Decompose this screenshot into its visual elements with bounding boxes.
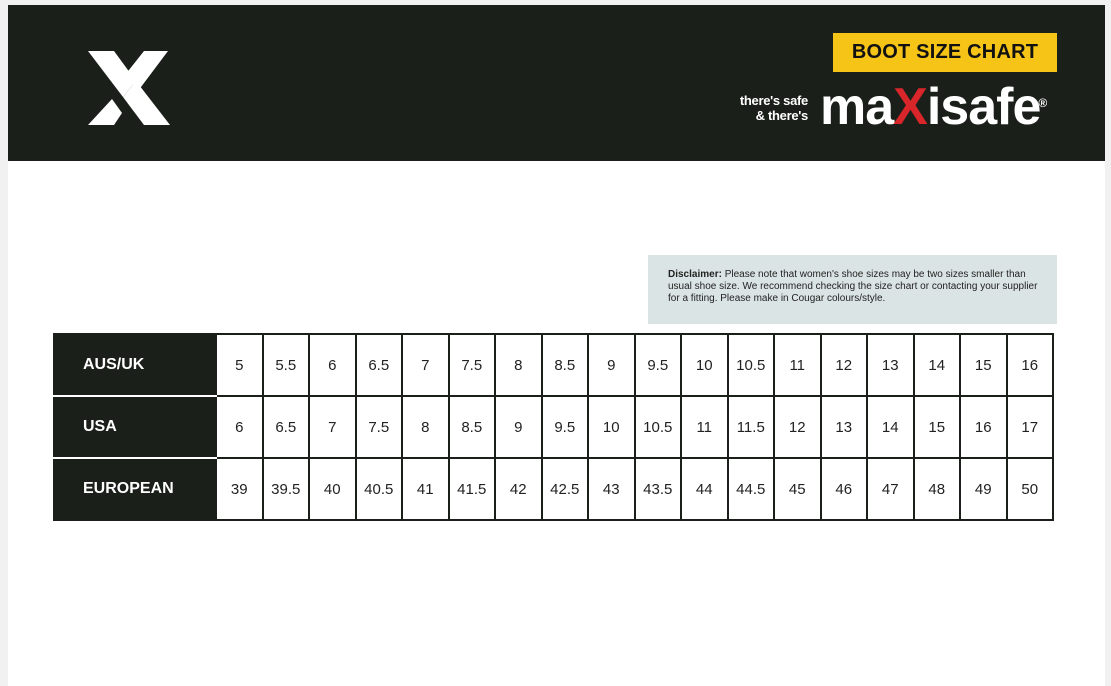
size-cell: 5.5 xyxy=(263,334,310,396)
boot-size-chart-badge: BOOT SIZE CHART xyxy=(833,33,1057,72)
brand-tagline xyxy=(708,93,808,123)
size-cell: 17 xyxy=(1007,396,1054,458)
size-cell: 8.5 xyxy=(449,396,496,458)
size-cell: 7 xyxy=(309,396,356,458)
size-cell: 48 xyxy=(914,458,961,520)
size-cell: 6.5 xyxy=(263,396,310,458)
size-cell: 10 xyxy=(588,396,635,458)
size-cell: 39.5 xyxy=(263,458,310,520)
size-cell: 12 xyxy=(774,396,821,458)
size-cell: 43.5 xyxy=(635,458,682,520)
size-cell: 40.5 xyxy=(356,458,403,520)
size-cell: 42.5 xyxy=(542,458,589,520)
size-cell: 41.5 xyxy=(449,458,496,520)
size-cell: 6 xyxy=(216,396,263,458)
disclaimer-box xyxy=(648,255,1057,324)
maxisafe-logo xyxy=(820,77,1046,137)
size-row-label: USA xyxy=(54,396,216,458)
size-cell: 46 xyxy=(821,458,868,520)
size-chart-table xyxy=(53,333,1054,521)
size-cell: 45 xyxy=(774,458,821,520)
size-cell: 7.5 xyxy=(356,396,403,458)
page xyxy=(8,5,1105,686)
size-cell: 10.5 xyxy=(728,334,775,396)
size-cell: 44 xyxy=(681,458,728,520)
size-cell: 8.5 xyxy=(542,334,589,396)
registered-mark: ® xyxy=(1038,96,1047,110)
size-cell: 49 xyxy=(960,458,1007,520)
brand-part-1: ma xyxy=(820,78,894,136)
size-cell: 15 xyxy=(914,396,961,458)
tagline-line-2: & there's xyxy=(755,108,808,123)
size-cell: 13 xyxy=(821,396,868,458)
disclaimer-text: Please note that women's shoe sizes may be two sizes smaller than usual shoe size. We recommend checking the size chart or contacting your supplier for a fitting. Please make in Cougar colours/style. xyxy=(668,269,1038,304)
size-cell: 7.5 xyxy=(449,334,496,396)
brand-x: X xyxy=(893,78,927,136)
size-cell: 11 xyxy=(774,334,821,396)
size-cell: 14 xyxy=(867,396,914,458)
size-cell: 42 xyxy=(495,458,542,520)
header-banner xyxy=(8,5,1105,161)
size-cell: 50 xyxy=(1007,458,1054,520)
size-cell: 6.5 xyxy=(356,334,403,396)
size-cell: 10 xyxy=(681,334,728,396)
size-cell: 13 xyxy=(867,334,914,396)
size-cell: 39 xyxy=(216,458,263,520)
size-row xyxy=(54,396,1053,458)
x-logo-icon xyxy=(88,51,170,125)
size-row xyxy=(54,334,1053,396)
size-cell: 9 xyxy=(588,334,635,396)
size-cell: 15 xyxy=(960,334,1007,396)
size-cell: 8 xyxy=(402,396,449,458)
tagline-line-1: there's safe xyxy=(739,93,808,108)
disclaimer-label: Disclaimer: xyxy=(668,269,722,280)
size-cell: 40 xyxy=(309,458,356,520)
size-cell: 44.5 xyxy=(728,458,775,520)
size-cell: 8 xyxy=(495,334,542,396)
size-row-label: AUS/UK xyxy=(54,334,216,396)
size-row-label: EUROPEAN xyxy=(54,458,216,520)
size-cell: 9 xyxy=(495,396,542,458)
size-cell: 10.5 xyxy=(635,396,682,458)
size-cell: 12 xyxy=(821,334,868,396)
size-cell: 5 xyxy=(216,334,263,396)
size-cell: 11 xyxy=(681,396,728,458)
size-cell: 7 xyxy=(402,334,449,396)
size-cell: 16 xyxy=(960,396,1007,458)
size-cell: 11.5 xyxy=(728,396,775,458)
size-cell: 9.5 xyxy=(635,334,682,396)
size-cell: 47 xyxy=(867,458,914,520)
size-row xyxy=(54,458,1053,520)
size-cell: 6 xyxy=(309,334,356,396)
size-cell: 16 xyxy=(1007,334,1054,396)
size-cell: 43 xyxy=(588,458,635,520)
brand-part-2: isafe xyxy=(926,78,1041,136)
size-cell: 14 xyxy=(914,334,961,396)
size-cell: 41 xyxy=(402,458,449,520)
size-cell: 9.5 xyxy=(542,396,589,458)
